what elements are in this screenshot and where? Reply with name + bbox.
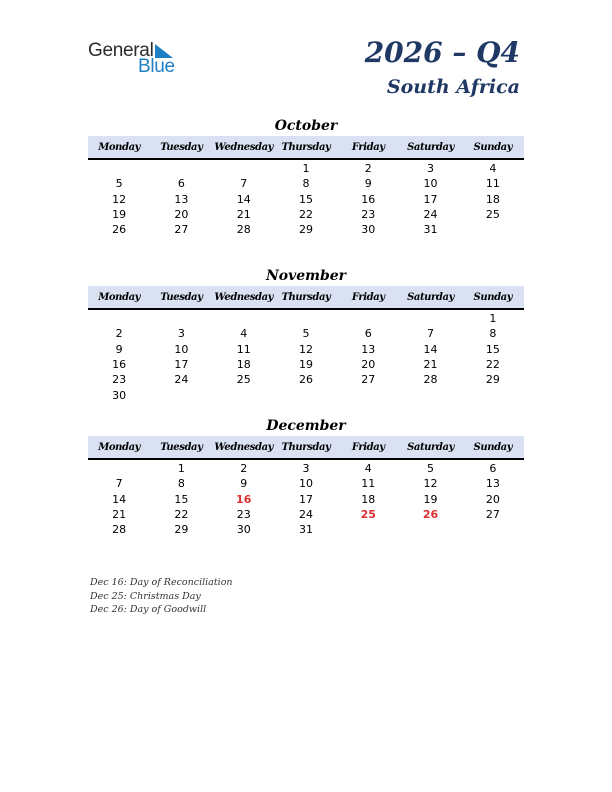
weekday-label: Saturday xyxy=(407,291,455,303)
weekday-header-row xyxy=(88,286,524,310)
date-cell: 27 xyxy=(361,373,376,387)
date-cell: 16 xyxy=(361,192,376,206)
date-cell: 26 xyxy=(112,223,127,237)
date-cell: 21 xyxy=(236,208,251,222)
date-cell: 21 xyxy=(112,508,127,522)
date-cell: 2 xyxy=(240,462,248,476)
date-cell: 20 xyxy=(485,492,500,506)
date-cell: 5 xyxy=(115,177,123,191)
holiday-date-cell: 26 xyxy=(422,508,439,522)
date-cell: 29 xyxy=(174,523,189,537)
holiday-note: Dec 26: Day of Goodwill xyxy=(90,604,207,615)
date-cell: 24 xyxy=(298,508,313,522)
date-cell: 26 xyxy=(298,373,313,387)
week-row xyxy=(88,476,524,491)
date-cell: 3 xyxy=(427,162,435,176)
week-row xyxy=(88,387,524,402)
month-name: October xyxy=(274,118,338,134)
date-cell: 28 xyxy=(236,223,251,237)
date-cell: 3 xyxy=(302,462,310,476)
date-cell: 8 xyxy=(489,327,497,341)
weekday-label: Tuesday xyxy=(160,141,203,153)
weekday-label: Friday xyxy=(351,141,385,153)
date-cell: 13 xyxy=(485,477,500,491)
date-cell: 5 xyxy=(302,327,310,341)
date-cell: 1 xyxy=(177,462,185,476)
date-cell: 21 xyxy=(423,358,438,372)
weekday-label: Saturday xyxy=(407,141,455,153)
date-cell: 10 xyxy=(423,177,438,191)
week-row xyxy=(88,461,524,476)
weekday-label: Wednesday xyxy=(214,441,274,453)
date-cell: 2 xyxy=(364,162,372,176)
week-row xyxy=(88,522,524,537)
date-cell: 10 xyxy=(298,477,313,491)
week-row xyxy=(88,207,524,222)
date-cell: 6 xyxy=(489,462,497,476)
generalblue-logo xyxy=(88,40,198,80)
weekday-label: Thursday xyxy=(281,291,331,303)
date-cell: 4 xyxy=(240,327,248,341)
date-cell: 6 xyxy=(364,327,372,341)
week-row xyxy=(88,192,524,207)
week-row xyxy=(88,222,524,237)
date-cell: 9 xyxy=(364,177,372,191)
date-cell: 24 xyxy=(174,373,189,387)
weekday-label: Sunday xyxy=(473,441,513,453)
date-cell: 23 xyxy=(112,373,127,387)
date-cell: 4 xyxy=(364,462,372,476)
date-cell: 23 xyxy=(236,508,251,522)
date-cell: 8 xyxy=(177,477,185,491)
date-cell: 18 xyxy=(236,358,251,372)
month-name: December xyxy=(266,418,346,434)
page-title: 2026 – Q4 xyxy=(364,36,520,69)
date-cell: 5 xyxy=(427,462,435,476)
date-cell: 14 xyxy=(236,192,251,206)
holiday-note: Dec 25: Christmas Day xyxy=(90,590,201,602)
date-cell: 22 xyxy=(174,508,189,522)
date-cell: 22 xyxy=(298,208,313,222)
weekday-header-row xyxy=(88,436,524,460)
date-cell: 20 xyxy=(174,208,189,222)
date-cell: 9 xyxy=(115,342,123,356)
date-cell: 20 xyxy=(361,358,376,372)
date-cell: 14 xyxy=(112,492,127,506)
date-cell: 29 xyxy=(485,373,500,387)
weekday-label: Thursday xyxy=(281,141,331,153)
weekday-label: Thursday xyxy=(281,441,331,453)
weekday-label: Tuesday xyxy=(160,441,203,453)
date-cell: 1 xyxy=(489,312,497,326)
weekday-label: Monday xyxy=(98,441,141,453)
week-row xyxy=(88,176,524,191)
country-title: South Africa xyxy=(386,76,520,98)
date-cell: 9 xyxy=(240,477,248,491)
weekday-header-row xyxy=(88,136,524,160)
date-cell: 28 xyxy=(423,373,438,387)
date-cell: 12 xyxy=(423,477,438,491)
date-cell: 27 xyxy=(174,223,189,237)
date-cell: 12 xyxy=(112,192,127,206)
date-cell: 17 xyxy=(423,192,438,206)
date-cell: 30 xyxy=(361,223,376,237)
date-cell: 1 xyxy=(302,162,310,176)
date-cell: 7 xyxy=(427,327,435,341)
week-row xyxy=(88,311,524,326)
date-cell: 4 xyxy=(489,162,497,176)
week-row xyxy=(88,357,524,372)
month-calendar-november xyxy=(88,266,524,403)
week-row xyxy=(88,161,524,176)
date-cell: 11 xyxy=(361,477,376,491)
weekday-label: Monday xyxy=(98,141,141,153)
holiday-notes xyxy=(90,576,233,617)
date-cell: 13 xyxy=(174,192,189,206)
weekday-label: Wednesday xyxy=(214,141,274,153)
date-cell: 7 xyxy=(115,477,123,491)
logo-text-general: General xyxy=(88,40,154,61)
date-cell: 18 xyxy=(361,492,376,506)
date-cell: 18 xyxy=(485,192,500,206)
date-cell: 3 xyxy=(177,327,185,341)
date-cell: 19 xyxy=(298,358,313,372)
date-cell: 23 xyxy=(361,208,376,222)
date-cell: 15 xyxy=(174,492,189,506)
date-cell: 22 xyxy=(485,358,500,372)
date-cell: 19 xyxy=(112,208,127,222)
date-cell: 31 xyxy=(423,223,438,237)
week-row xyxy=(88,507,524,522)
date-cell: 19 xyxy=(423,492,438,506)
logo-text-blue: Blue xyxy=(138,56,175,77)
date-cell: 25 xyxy=(485,208,500,222)
date-cell: 30 xyxy=(236,523,251,537)
holiday-date-cell: 25 xyxy=(360,508,376,522)
month-calendar-december xyxy=(88,416,524,537)
week-row xyxy=(88,372,524,387)
date-cell: 6 xyxy=(177,177,185,191)
date-cell: 2 xyxy=(115,327,123,341)
week-row xyxy=(88,342,524,357)
weekday-label: Sunday xyxy=(473,291,513,303)
date-cell: 28 xyxy=(112,523,127,537)
date-cell: 7 xyxy=(240,177,248,191)
date-cell: 29 xyxy=(298,223,313,237)
holiday-date-cell: 16 xyxy=(236,492,252,506)
date-cell: 15 xyxy=(485,342,500,356)
date-cell: 16 xyxy=(112,358,127,372)
date-cell: 11 xyxy=(236,342,251,356)
weekday-label: Friday xyxy=(351,291,385,303)
weekday-label: Wednesday xyxy=(214,291,274,303)
date-cell: 30 xyxy=(112,388,127,402)
weekday-label: Monday xyxy=(98,291,141,303)
date-cell: 31 xyxy=(298,523,313,537)
date-cell: 25 xyxy=(236,373,251,387)
weekday-label: Tuesday xyxy=(160,291,203,303)
date-cell: 15 xyxy=(298,192,313,206)
date-cell: 17 xyxy=(298,492,313,506)
month-name: November xyxy=(265,268,347,284)
date-cell: 8 xyxy=(302,177,310,191)
date-cell: 27 xyxy=(485,508,500,522)
week-row xyxy=(88,492,524,507)
date-cell: 24 xyxy=(423,208,438,222)
weekday-label: Saturday xyxy=(407,441,455,453)
week-row xyxy=(88,326,524,341)
weekday-label: Friday xyxy=(351,441,385,453)
month-calendar-october xyxy=(88,116,524,237)
date-cell: 14 xyxy=(423,342,438,356)
holiday-note: Dec 16: Day of Reconciliation xyxy=(90,577,233,588)
date-cell: 13 xyxy=(361,342,376,356)
date-cell: 11 xyxy=(485,177,500,191)
weekday-label: Sunday xyxy=(473,141,513,153)
date-cell: 17 xyxy=(174,358,189,372)
date-cell: 10 xyxy=(174,342,189,356)
date-cell: 12 xyxy=(298,342,313,356)
